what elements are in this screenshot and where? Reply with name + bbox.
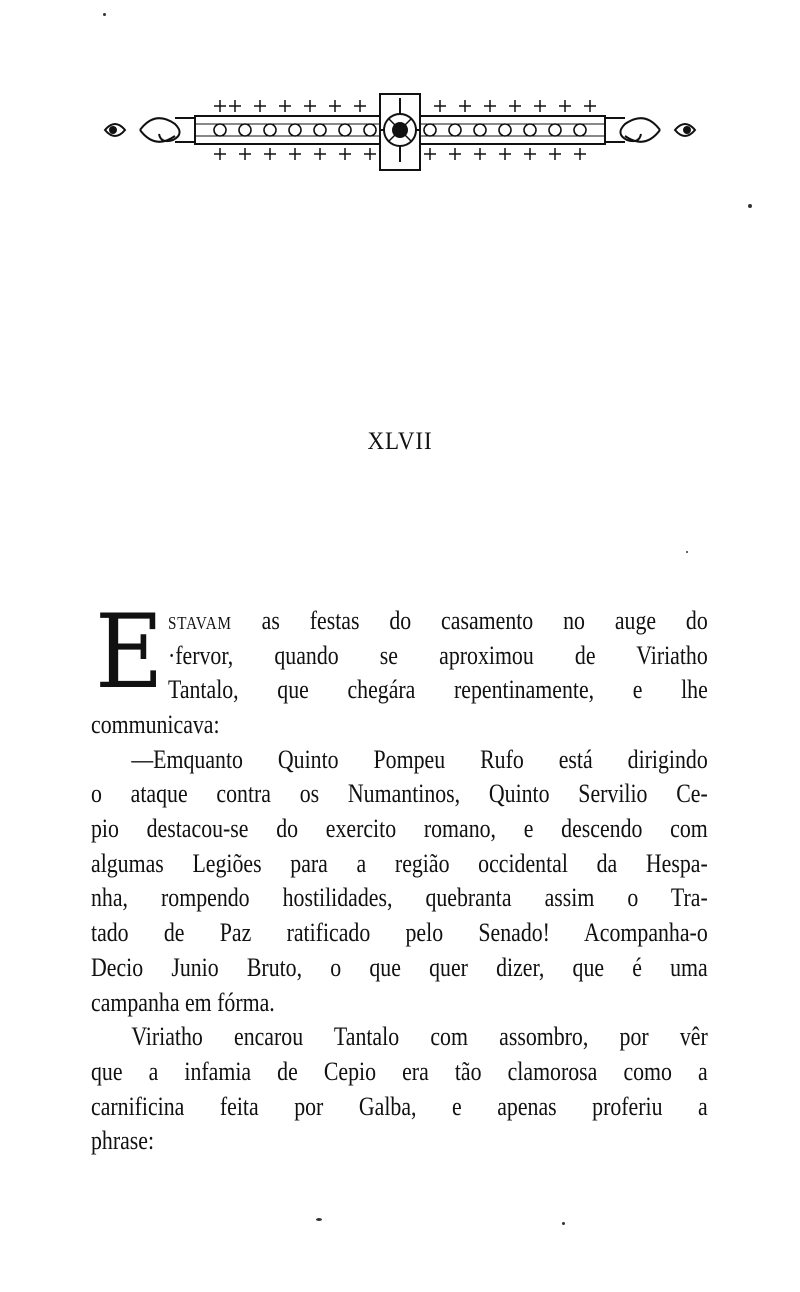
text-line: Viriatho encarou Tantalo com assombro, por vêr — [131, 1022, 708, 1052]
text-line: campanha em fórma. — [91, 987, 275, 1017]
text-line: —Emquanto Quinto Pompeu Rufo está dirigindo — [131, 744, 708, 774]
text-line: tado de Paz ratificado pelo Senado! Acompanha-o — [91, 918, 708, 948]
text-line: que a infamia de Cepio era tão clamorosa como a — [91, 1056, 708, 1086]
scan-speck — [316, 1218, 322, 1221]
scan-speck — [686, 551, 688, 553]
text-line: Tantalo, que chegára repentinamente, e lhe — [168, 675, 708, 705]
text-fragment: as festas do casamento no auge do — [231, 606, 708, 635]
text-line: pio destacou-se do exercito romano, e descendo com — [91, 814, 708, 844]
opening-lines — [168, 604, 708, 708]
scan-speck — [748, 204, 752, 208]
chapter-number: XLVII — [367, 428, 433, 455]
text-line: nha, rompendo hostilidades, quebranta assim o Tra- — [91, 883, 708, 913]
scan-speck — [103, 13, 106, 16]
body-text — [91, 708, 708, 1159]
text-line: communicava: — [91, 710, 220, 739]
scan-speck — [562, 1222, 565, 1225]
text-line: algumas Legiões para a região occidental da Hespa- — [91, 848, 708, 878]
ornamental-header-icon — [95, 88, 705, 180]
small-caps-word: stavam — [168, 606, 232, 635]
text-line: phrase: — [91, 1126, 155, 1156]
text-line: ·fervor, quando se aproximou de Viriatho — [168, 640, 708, 670]
text-line: o ataque contra os Numantinos, Quinto Servilio Ce- — [91, 779, 708, 809]
drop-cap — [91, 593, 165, 712]
text-line: carnificina feita por Galba, e apenas proferiu a — [91, 1091, 708, 1121]
drop-cap-letter: E — [95, 593, 164, 712]
text-line: Decio Junio Bruto, o que quer dizer, que é uma — [91, 952, 708, 982]
text-line — [168, 604, 708, 639]
